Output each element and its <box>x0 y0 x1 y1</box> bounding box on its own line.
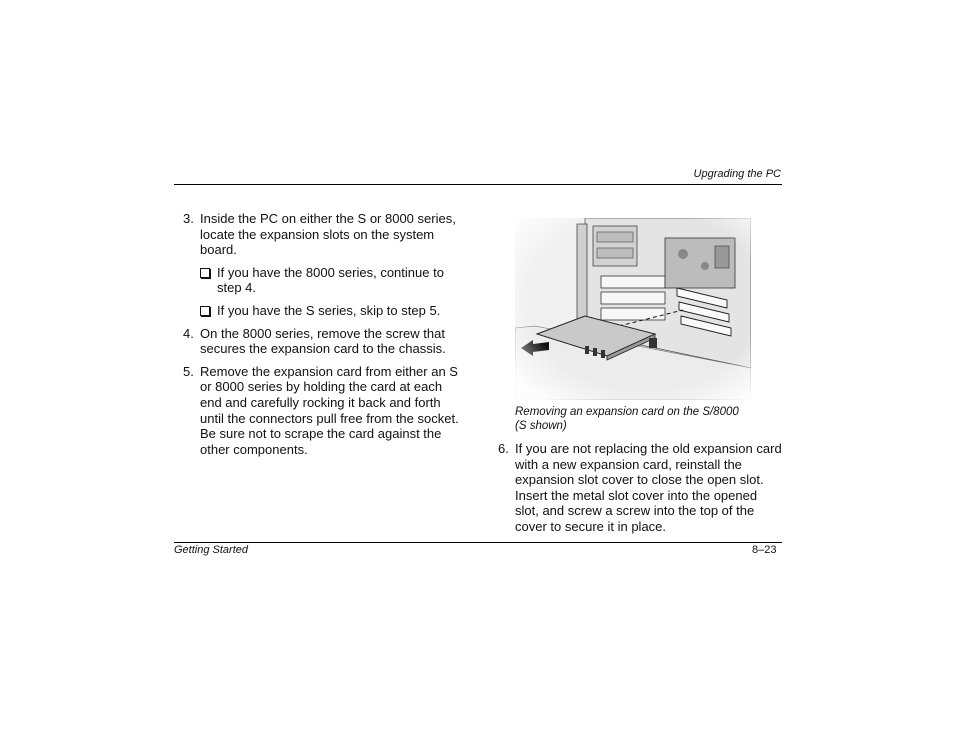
step-text: Inside the PC on either the S or 8000 series, locate the expansion slots on the system board. <box>200 211 456 258</box>
substep-skip <box>200 303 461 319</box>
caption-line-2: (S shown) <box>515 420 567 432</box>
expansion-card-illustration <box>515 218 751 400</box>
substep-text: If you have the S series, skip to step 5. <box>217 302 441 318</box>
header-rule <box>174 184 782 185</box>
right-column <box>498 441 782 542</box>
footer-rule <box>174 542 782 543</box>
step-3 <box>183 211 461 258</box>
step-number: 6. <box>498 441 509 456</box>
step-6 <box>498 441 782 535</box>
step-number: 3. <box>183 211 194 226</box>
left-column <box>183 211 461 464</box>
step-text: If you are not replacing the old expansion card with a new expansion card, reinstall the expansion slot cover to close the open slot. Insert the metal slot cover into the opened slot, and screw a screw into the top of the cover to secure it in place. <box>515 441 782 534</box>
footer-book-title: Getting Started <box>174 544 248 556</box>
step-number: 5. <box>183 363 194 379</box>
caption-line-1: Removing an expansion card on the S/8000 <box>515 406 739 418</box>
footer-page-number: 8–23 <box>752 544 777 556</box>
figure-caption <box>515 405 775 433</box>
step-4 <box>183 326 461 357</box>
running-header: Upgrading the PC <box>693 168 781 180</box>
checkbox-bullet-icon <box>200 306 210 316</box>
step-number: 4. <box>183 325 194 341</box>
step-5 <box>183 364 461 458</box>
step-text: On the 8000 series, remove the screw that secures the expansion card to the chassis. <box>200 325 446 357</box>
checkbox-bullet-icon <box>200 268 210 278</box>
step-text: Remove the expansion card from either an S or 8000 series by holding the card at each end and carefully rocking it back and forth until the connectors pull free from the socket. Be sure not to scrape the card against the other components. <box>200 363 459 457</box>
substep-continue <box>200 265 461 296</box>
substep-text: If you have the 8000 series, continue to step 4. <box>217 264 444 296</box>
